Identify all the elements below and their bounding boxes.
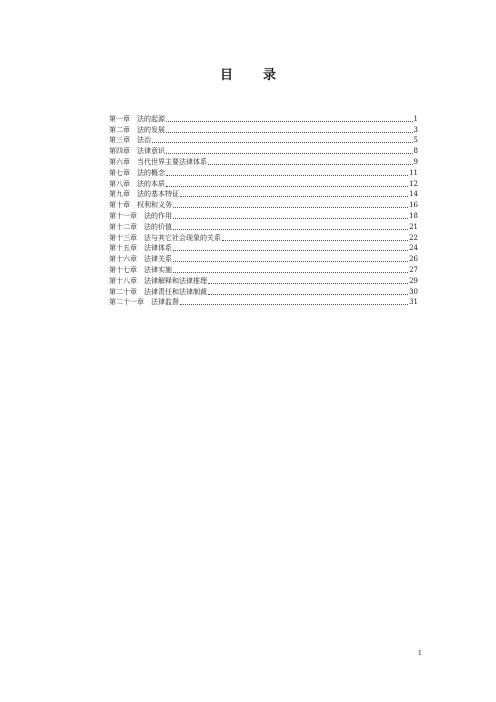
toc-title-char-1: 目 [219,68,233,83]
toc-entry-page: 18 [409,211,418,220]
toc-entry-chapter: 第十一章 [109,211,137,220]
toc-entry[interactable] [109,243,418,254]
toc-entry-page: 3 [413,125,418,134]
toc-entry-chapter: 第二章 [109,125,130,134]
toc-entry-chapter: 第二十一章 [109,298,144,307]
toc-entry-page: 26 [409,255,418,264]
toc-entry[interactable] [109,232,418,243]
toc-entry-title: 法律实施 [144,265,172,274]
toc-leader-dots [173,218,408,219]
toc-leader-dots [173,250,408,251]
toc-entry-page: 16 [409,201,418,210]
toc-leader-dots [166,153,413,154]
toc-leader-dots [173,272,408,273]
toc-title-char-2: 录 [263,68,277,83]
toc-leader-dots [208,164,413,165]
toc-leader-dots [180,304,408,305]
toc-entry-title: 法的作用 [144,211,172,220]
toc-entry-chapter: 第一章 [109,114,130,123]
toc-leader-dots [208,283,408,284]
toc-title [0,64,496,83]
toc-entry-chapter: 第八章 [109,179,130,188]
toc-entry-title: 法律体系 [144,244,172,253]
toc-entry[interactable] [109,297,418,308]
toc-leader-dots [152,142,413,143]
toc-entry-title: 当代世界主要法律体系 [137,157,207,166]
toc-entry-title: 法的发展 [137,125,165,134]
toc-entry[interactable] [109,253,418,264]
toc-leader-dots [166,121,413,122]
toc-entry-chapter: 第六章 [109,157,130,166]
toc-entry-page: 14 [409,190,418,199]
toc-entry-title: 法的价值 [144,222,172,231]
toc-leader-dots [166,132,413,133]
toc-leader-dots [208,294,408,295]
toc-entry[interactable] [109,124,418,135]
toc-entry-chapter: 第十二章 [109,222,137,231]
toc-entry[interactable] [109,221,418,232]
toc-leader-dots [173,229,408,230]
toc-entry-title: 法的概念 [137,168,165,177]
toc-entry-title: 法与其它社会现象的关系 [144,233,221,242]
toc-entry-page: 31 [409,298,418,307]
toc-entry-chapter: 第十六章 [109,255,137,264]
toc-entry-chapter: 第十章 [109,201,130,210]
toc-entry-chapter: 第三章 [109,136,130,145]
toc-entry[interactable] [109,178,418,189]
page-number: 1 [418,650,422,657]
toc-entry[interactable] [109,167,418,178]
toc-entry-page: 30 [409,287,418,296]
toc-entry-title: 法的起源 [137,114,165,123]
toc-leader-dots [173,207,408,208]
toc-entry-page: 8 [413,147,418,156]
toc-entry-page: 11 [409,168,418,177]
toc-entry-page: 9 [413,157,418,166]
toc-entry[interactable] [109,264,418,275]
toc-entry[interactable] [109,275,418,286]
toc-entry-page: 12 [409,179,418,188]
toc-entry-chapter: 第九章 [109,190,130,199]
toc-entry-title: 法律关系 [144,255,172,264]
toc-entry-chapter: 第十七章 [109,265,137,274]
toc-entry[interactable] [109,210,418,221]
toc-entry-chapter: 第二十章 [109,287,137,296]
toc-entry[interactable] [109,189,418,200]
toc-leader-dots [166,175,408,176]
toc-entry-title: 法律监督 [151,298,179,307]
toc-entry[interactable] [109,113,418,124]
toc-entry[interactable] [109,156,418,167]
toc-list [109,113,418,307]
toc-entry-title: 法律解释和法律推理 [144,276,207,285]
toc-entry-chapter: 第十五章 [109,244,137,253]
toc-entry-title: 权利和义务 [137,201,172,210]
toc-leader-dots [180,196,408,197]
toc-entry[interactable] [109,286,418,297]
toc-entry-page: 27 [409,265,418,274]
toc-entry[interactable] [109,145,418,156]
toc-entry-chapter: 第四章 [109,147,130,156]
toc-entry-title: 法的基本特征 [137,190,179,199]
toc-entry-title: 法治 [137,136,151,145]
toc-entry-page: 29 [409,276,418,285]
toc-leader-dots [166,186,408,187]
toc-entry[interactable] [109,199,418,210]
toc-entry-chapter: 第十三章 [109,233,137,242]
toc-entry-page: 1 [413,114,418,123]
toc-entry-title: 法的本质 [137,179,165,188]
toc-entry-page: 5 [413,136,418,145]
toc-entry-page: 24 [409,244,418,253]
toc-entry-page: 21 [409,222,418,231]
toc-leader-dots [173,261,408,262]
toc-entry-page: 22 [409,233,418,242]
toc-entry-chapter: 第七章 [109,168,130,177]
toc-entry[interactable] [109,135,418,146]
toc-entry-title: 法律责任和法律制裁 [144,287,207,296]
toc-leader-dots [222,240,408,241]
toc-entry-title: 法律意识 [137,147,165,156]
toc-entry-chapter: 第十八章 [109,276,137,285]
